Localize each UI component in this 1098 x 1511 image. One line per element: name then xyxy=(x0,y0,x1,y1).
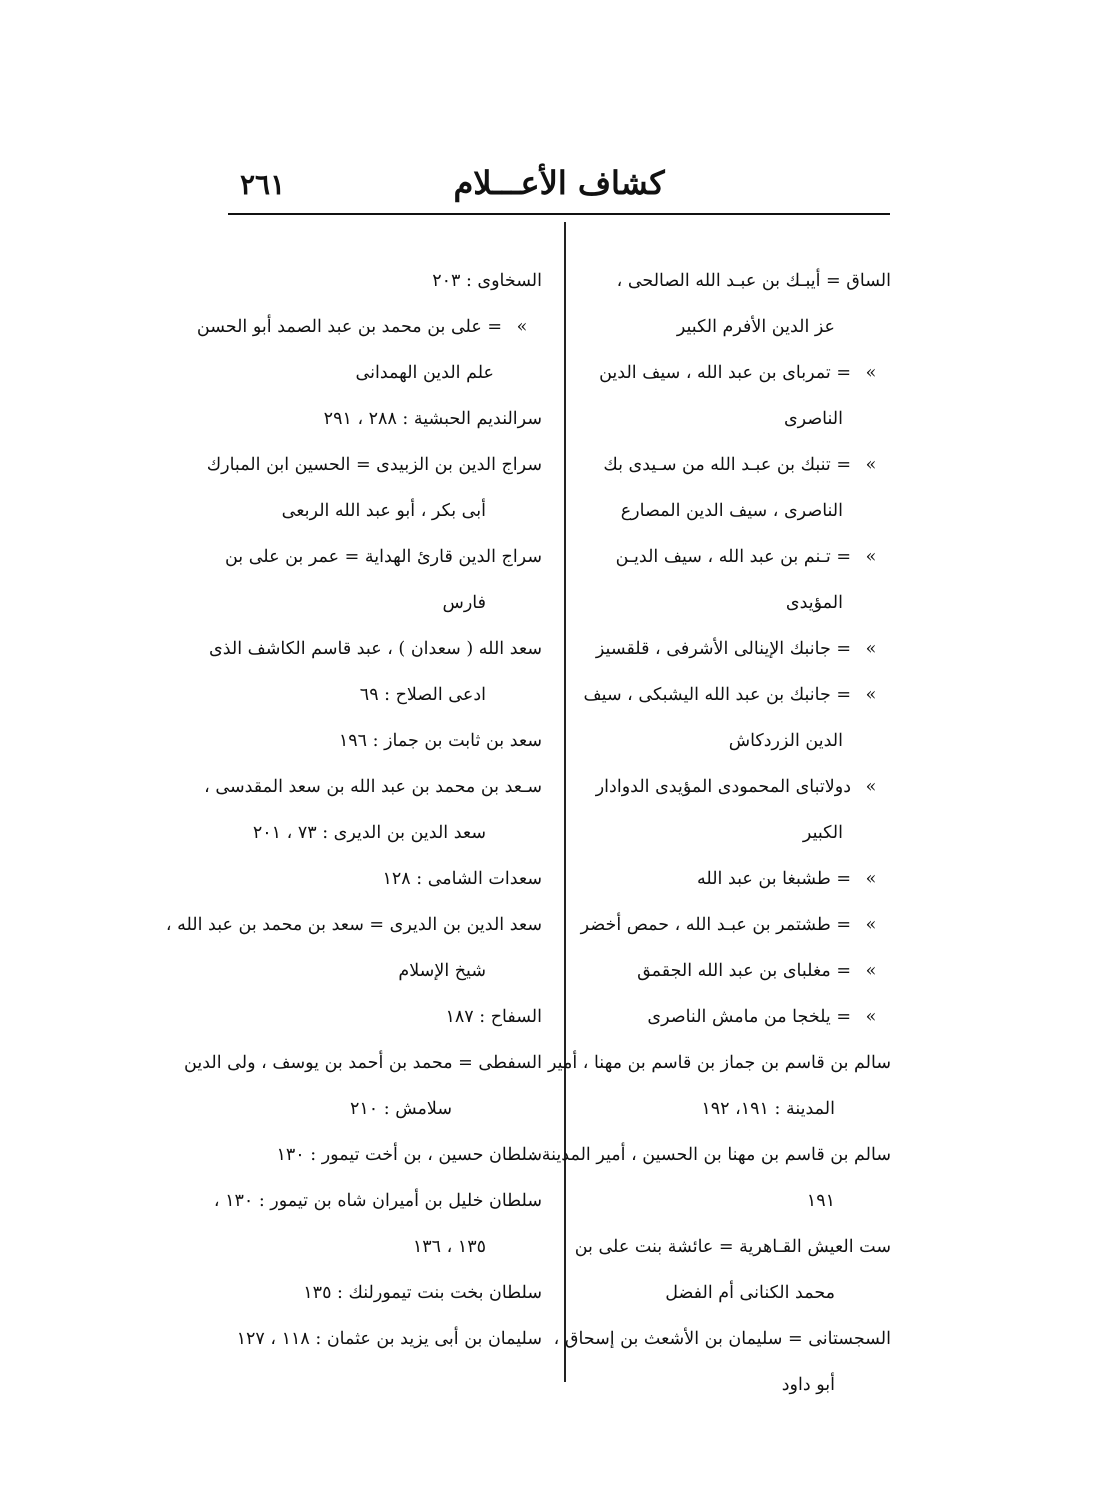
entry-line xyxy=(206,442,542,488)
entry-line xyxy=(586,626,891,672)
entry-text: ست العيش القـاهرية = عائشة بنت على بن xyxy=(574,1237,891,1257)
ditto-mark: » xyxy=(865,547,877,567)
entry-text: = جانبك الإينالى الأشرفى ، قلقسيز xyxy=(595,639,851,659)
page-number: ٢٦١ xyxy=(240,168,286,201)
entry-line xyxy=(213,1178,542,1224)
index-entry xyxy=(165,902,542,994)
ditto-mark: » xyxy=(865,363,877,383)
entry-continuation: أبى بكر ، أبو عبد الله الربعى xyxy=(281,501,486,521)
index-entry xyxy=(586,350,891,442)
entry-line xyxy=(184,1040,542,1086)
ditto-mark: » xyxy=(865,777,877,797)
index-entry xyxy=(548,1040,891,1132)
index-entry xyxy=(204,764,542,856)
entry-text: سعد بن ثابت بن جماز : ١٩٦ xyxy=(338,731,542,751)
ditto-mark: » xyxy=(865,961,877,981)
entry-line xyxy=(232,1086,542,1132)
entry-line xyxy=(586,948,891,994)
entry-line xyxy=(232,1132,542,1178)
entry-line xyxy=(586,350,891,396)
entry-text: سراج الدين بن الزبيدى = الحسين ابن المبارك xyxy=(206,455,542,475)
entry-text: = جانبك بن عبد الله اليشبكى ، سيف xyxy=(583,685,851,705)
ditto-mark: » xyxy=(865,1007,877,1027)
ditto-mark: » xyxy=(865,685,877,705)
index-entry xyxy=(580,902,891,948)
entry-line xyxy=(574,1224,891,1270)
entry-text: = تنبك بن عبـد الله من سـيدى بك xyxy=(603,455,851,475)
index-entry xyxy=(586,442,891,534)
entry-text: = طشبغا بن عبد الله xyxy=(697,869,851,889)
entry-continuation: المدينة : ١٩١، ١٩٢ xyxy=(701,1099,835,1119)
entry-text: = يلخجا من مامش الناصرى xyxy=(647,1007,851,1027)
entry-line xyxy=(232,258,542,304)
column-divider xyxy=(564,222,566,1382)
entry-continuation: الكبير xyxy=(802,823,843,843)
index-entry xyxy=(553,1316,891,1408)
entry-text: سالم بن قاسم بن مهنا بن الحسين ، أمير المدينة : xyxy=(530,1145,891,1165)
entry-line xyxy=(553,1316,891,1362)
entry-text: = طشتمر بن عبـد الله ، حمص أخضر xyxy=(580,915,851,935)
entry-text: سعدات الشامى : ١٢٨ xyxy=(382,869,542,889)
ditto-mark: » xyxy=(865,915,877,935)
index-entry xyxy=(184,1040,542,1086)
entry-text: سلطان خليل بن أميران شاه بن تيمور : ١٣٠ ، xyxy=(213,1191,542,1211)
ditto-mark: » xyxy=(865,869,877,889)
entry-line xyxy=(232,396,542,442)
entry-text: سلطان بخت بنت تيمورلنك : ١٣٥ xyxy=(303,1283,542,1303)
entry-text: السفاح : ١٨٧ xyxy=(445,1007,542,1027)
index-entry xyxy=(586,534,891,626)
index-entry xyxy=(232,1132,542,1178)
index-entry xyxy=(224,534,542,626)
entry-continuation: ادعى الصلاح : ٦٩ xyxy=(359,685,486,705)
index-entry xyxy=(213,1178,542,1270)
entry-line xyxy=(586,258,891,304)
entry-text: السخاوى : ٢٠٣ xyxy=(432,271,542,291)
entry-text: = على بن محمد بن عبد الصمد أبو الحسن xyxy=(196,317,502,337)
entry-line xyxy=(204,764,542,810)
header-rule xyxy=(228,213,890,215)
entry-line xyxy=(548,1040,891,1086)
entry-text: سـعد بن محمد بن عبد الله بن سعد المقدسى ، xyxy=(204,777,542,797)
entry-continuation: ١٩١ xyxy=(806,1191,835,1211)
index-entry xyxy=(586,626,891,672)
entry-continuation: سعد الدين بن الديرى : ٧٣ ، ٢٠١ xyxy=(252,823,486,843)
entry-line xyxy=(586,534,891,580)
index-entry xyxy=(232,718,542,764)
entry-text: سليمان بن أبى يزيد بن عثمان : ١١٨ ، ١٢٧ xyxy=(236,1329,542,1349)
entry-text: = تمربای بن عبد الله ، سيف الدين xyxy=(599,363,851,383)
entry-line xyxy=(232,1270,542,1316)
entry-continuation: المؤيدى xyxy=(785,593,843,613)
entry-line xyxy=(224,534,542,580)
entry-line xyxy=(232,994,542,1040)
entry-text: سعد الله ( سعدان ) ، عبد قاسم الكاشف الذى xyxy=(209,639,542,659)
entry-continuation: الناصرى ، سيف الدين المصارع xyxy=(620,501,843,521)
entry-line xyxy=(586,994,891,1040)
entry-line xyxy=(232,856,542,902)
entry-text: = مغلباى بن عبد الله الجقمق xyxy=(637,961,851,981)
entry-continuation: علم الدين الهمدانى xyxy=(355,363,494,383)
entry-line xyxy=(586,856,891,902)
entry-line xyxy=(583,672,891,718)
entry-text: سلامش : ٢١٠ xyxy=(349,1099,452,1119)
page-title: كشاف الأعـــلام xyxy=(453,164,665,202)
entry-continuation: ١٣٥ ، ١٣٦ xyxy=(412,1237,486,1257)
index-entry xyxy=(586,258,891,350)
entry-continuation: محمد الكنانى أم الفضل xyxy=(665,1283,835,1303)
page-header xyxy=(228,160,890,212)
index-entry xyxy=(232,856,542,902)
index-entry xyxy=(583,672,891,764)
entry-text: = تـنم بن عبد الله ، سيف الديـن xyxy=(615,547,851,567)
entry-continuation: عز الدين الأفرم الكبير xyxy=(676,317,835,337)
index-entry xyxy=(232,1316,542,1362)
index-column-right xyxy=(530,258,891,1408)
entry-text: سالم بن قاسم بن جماز بن قاسم بن مهنا ، أمير xyxy=(548,1053,891,1073)
index-entry xyxy=(586,764,891,856)
entry-line xyxy=(196,304,542,350)
entry-line xyxy=(165,902,542,948)
entry-text: دولاتباى المحمودى المؤيدى الدوادار xyxy=(595,777,851,797)
ditto-mark: » xyxy=(865,455,877,475)
entry-continuation: الدين الزردكاش xyxy=(728,731,843,751)
index-entry xyxy=(206,442,542,534)
ditto-mark: » xyxy=(516,317,528,337)
index-entry xyxy=(586,948,891,994)
entry-text: سرالنديم الحبشية : ٢٨٨ ، ٢٩١ xyxy=(323,409,542,429)
index-entry xyxy=(232,396,542,442)
entry-text: السفطى = محمد بن أحمد بن يوسف ، ولى الدين xyxy=(184,1053,542,1073)
entry-line xyxy=(586,442,891,488)
index-entry xyxy=(209,626,542,718)
index-entry xyxy=(586,994,891,1040)
entry-line xyxy=(209,626,542,672)
entry-continuation: الناصرى xyxy=(783,409,843,429)
entry-continuation: أبو داود xyxy=(781,1375,835,1395)
index-column-left xyxy=(165,258,542,1362)
entry-continuation: فارس xyxy=(442,593,486,613)
index-entry xyxy=(574,1224,891,1316)
index-entry xyxy=(232,994,542,1040)
ditto-mark: » xyxy=(865,639,877,659)
entry-line xyxy=(232,718,542,764)
entry-text: الساق = أيبـك بن عبـد الله الصالحى ، xyxy=(616,271,891,291)
index-entry xyxy=(196,304,542,396)
entry-line xyxy=(530,1132,891,1178)
entry-text: سلطان حسين ، بن أخت تيمور : ١٣٠ xyxy=(276,1145,542,1165)
index-entry xyxy=(530,1132,891,1224)
entry-line xyxy=(586,764,891,810)
index-entry xyxy=(232,1270,542,1316)
index-entry xyxy=(586,856,891,902)
entry-continuation: شيخ الإسلام xyxy=(398,961,486,981)
entry-line xyxy=(580,902,891,948)
entry-text: سعد الدين بن الديرى = سعد بن محمد بن عبد الله ، xyxy=(165,915,542,935)
entry-text: سراج الدين قارئ الهداية = عمر بن على بن xyxy=(224,547,542,567)
index-entry xyxy=(232,1086,542,1132)
entry-text: السجستانى = سليمان بن الأشعث بن إسحاق ، xyxy=(553,1329,891,1349)
index-entry xyxy=(232,258,542,304)
entry-line xyxy=(232,1316,542,1362)
